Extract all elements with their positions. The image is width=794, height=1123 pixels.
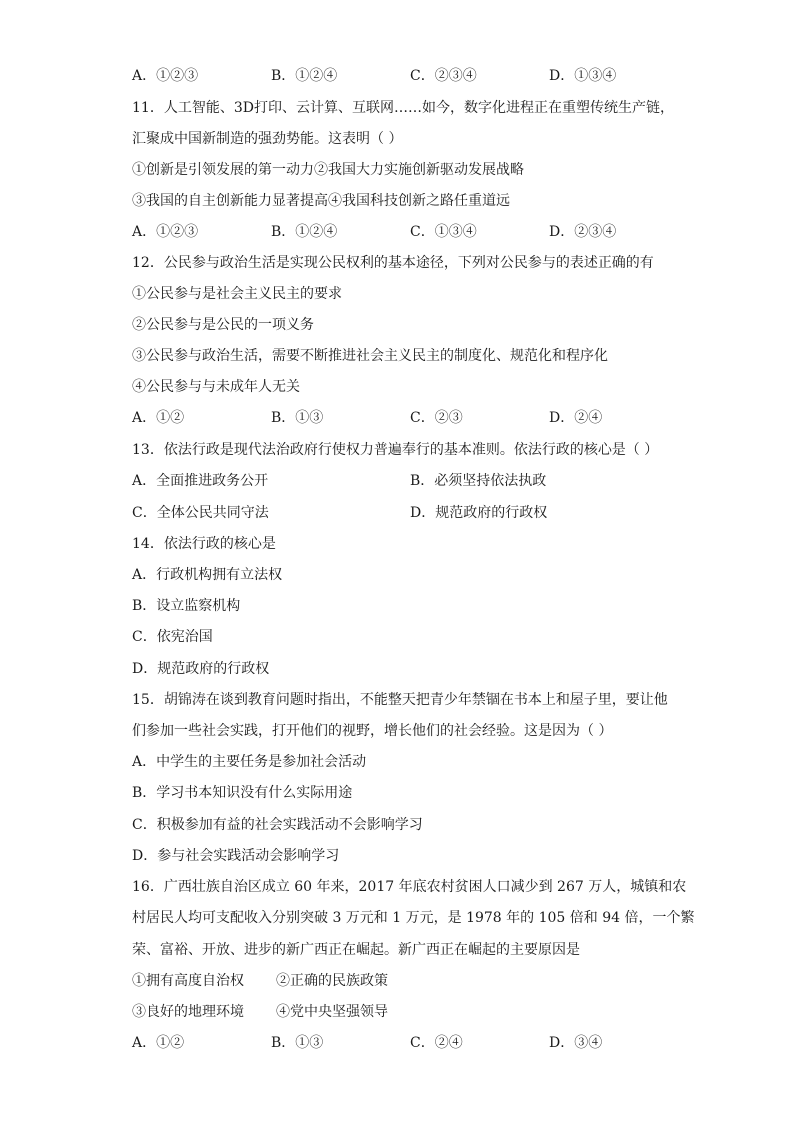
q15-option-b[interactable]: B．学习书本知识没有什么实际用途 xyxy=(132,785,353,801)
q15-stem-line1: 15．胡锦涛在谈到教育问题时指出，不能整天把青少年禁锢在书本上和屋子里，要让他 xyxy=(132,692,668,708)
q11-stem-line1: 11．人工智能、3D打印、云计算、互联网……如今，数字化进程正在重塑传统生产链， xyxy=(132,100,674,116)
q10-option-d[interactable]: D．①③④ xyxy=(549,68,617,84)
q16-stem-line2: 村居民人均可支配收入分别突破 3 万元和 1 万元，是 1978 年的 105 倍和 94 倍，一个繁 xyxy=(132,910,695,926)
q11-stem-line2: 汇聚成中国新制造的强劲势能。这表明（ ） xyxy=(132,131,403,147)
q15-option-a[interactable]: A．中学生的主要任务是参加社会活动 xyxy=(132,754,367,770)
q10-option-a[interactable]: A．①②③ xyxy=(132,68,199,84)
q16-statement-2: ②正确的民族政策 xyxy=(276,973,388,989)
q16-options xyxy=(132,1033,692,1053)
q12-statement-1: ①公民参与是社会主义民主的要求 xyxy=(132,286,342,302)
q12-option-d[interactable]: D．②④ xyxy=(549,410,603,426)
q12-stem: 12．公民参与政治生活是实现公民权利的基本途径，下列对公民参与的表述正确的有 xyxy=(132,255,654,271)
q12-statement-2: ②公民参与是公民的一项义务 xyxy=(132,317,314,333)
q16-statement-1: ①拥有高度自治权 xyxy=(132,973,244,989)
q12-option-a[interactable]: A．①② xyxy=(132,410,185,426)
q11-statements-line2: ③我国的自主创新能力显著提高④我国科技创新之路任重道远 xyxy=(132,193,510,209)
q16-stem-line1: 16．广西壮族自治区成立 60 年来，2017 年底农村贫困人口减少到 267 万人，城镇和农 xyxy=(132,879,687,895)
q14-option-a[interactable]: A．行政机构拥有立法权 xyxy=(132,567,283,583)
q11-statements-line1: ①创新是引领发展的第一动力②我国大力实施创新驱动发展战略 xyxy=(132,162,524,178)
q16-statements-row1 xyxy=(132,971,692,991)
q12-option-b[interactable]: B．①③ xyxy=(271,410,324,426)
q14-stem: 14．依法行政的核心是 xyxy=(132,536,276,552)
q13-options-row2 xyxy=(132,503,692,523)
q16-stem-line3: 荣、富裕、开放、进步的新广西正在崛起。新广西正在崛起的主要原因是 xyxy=(132,942,580,958)
q15-option-c[interactable]: C．积极参加有益的社会实践活动不会影响学习 xyxy=(132,817,423,833)
q10-options xyxy=(132,66,692,86)
q13-option-c[interactable]: C．全体公民共同守法 xyxy=(132,505,269,521)
q14-option-b[interactable]: B．设立监察机构 xyxy=(132,598,241,614)
q16-statement-4: ④党中央坚强领导 xyxy=(276,1004,388,1020)
q11-option-b[interactable]: B．①②④ xyxy=(271,224,338,240)
q16-option-a[interactable]: A．①② xyxy=(132,1035,185,1051)
q11-option-c[interactable]: C．①③④ xyxy=(410,224,477,240)
q12-option-c[interactable]: C．②③ xyxy=(410,410,463,426)
q10-option-c[interactable]: C．②③④ xyxy=(410,68,477,84)
q15-stem-line2: 们参加一些社会实践，打开他们的视野，增长他们的社会经验。这是因为（ ） xyxy=(132,723,613,739)
q14-option-d[interactable]: D．规范政府的行政权 xyxy=(132,661,270,677)
q16-option-b[interactable]: B．①③ xyxy=(271,1035,324,1051)
q13-option-a[interactable]: A．全面推进政务公开 xyxy=(132,473,269,489)
q16-statements-row2 xyxy=(132,1002,692,1022)
q11-option-a[interactable]: A．①②③ xyxy=(132,224,199,240)
q11-option-d[interactable]: D．②③④ xyxy=(549,224,617,240)
q13-option-d[interactable]: D．规范政府的行政权 xyxy=(410,505,548,521)
q12-statement-4: ④公民参与与未成年人无关 xyxy=(132,379,300,395)
q11-options xyxy=(132,222,692,242)
q16-option-c[interactable]: C．②④ xyxy=(410,1035,463,1051)
q13-options-row1 xyxy=(132,471,692,491)
q15-option-d[interactable]: D．参与社会实践活动会影响学习 xyxy=(132,848,340,864)
q13-option-b[interactable]: B．必须坚持依法执政 xyxy=(410,473,547,489)
q12-options xyxy=(132,408,692,428)
q12-statement-3: ③公民参与政治生活，需要不断推进社会主义民主的制度化、规范化和程序化 xyxy=(132,348,608,364)
q16-statement-3: ③良好的地理环境 xyxy=(132,1004,244,1020)
q14-option-c[interactable]: C．依宪治国 xyxy=(132,629,213,645)
q10-option-b[interactable]: B．①②④ xyxy=(271,68,338,84)
q16-option-d[interactable]: D．③④ xyxy=(549,1035,603,1051)
q13-stem: 13．依法行政是现代法治政府行使权力普遍奉行的基本准则。依法行政的核心是（ ） xyxy=(132,442,659,458)
